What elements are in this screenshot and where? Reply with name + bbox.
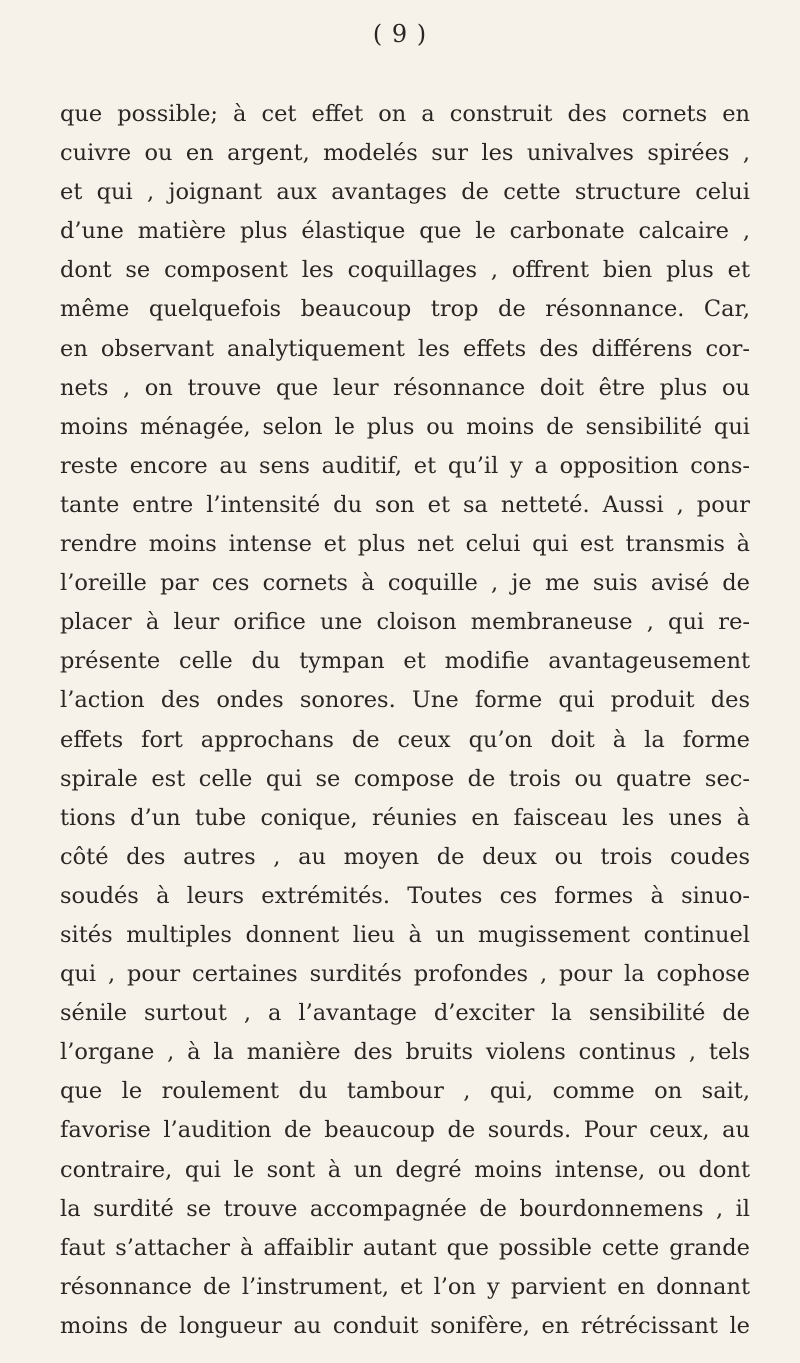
- text-line: même quelquefois beaucoup trop de résonnance. Car,: [60, 296, 750, 323]
- text-line: présente celle du tympan et modifie avantageusement: [60, 648, 750, 675]
- text-line: spirale est celle qui se compose de trois ou quatre sec-: [60, 765, 750, 792]
- text-line: effets fort approchans de ceux qu’on doit à la forme: [60, 726, 750, 753]
- text-line: rendre moins intense et plus net celui qui est transmis à: [60, 531, 750, 558]
- text-line: résonnance de l’instrument, et l’on y parvient en donnant: [60, 1273, 750, 1300]
- text-line: nets , on trouve que leur résonnance doit être plus ou: [60, 374, 750, 401]
- text-line: l’action des ondes sonores. Une forme qui produit des: [60, 687, 750, 714]
- text-line: favorise l’audition de beaucoup de sourds. Pour ceux, au: [60, 1117, 750, 1144]
- text-line: l’oreille par ces cornets à coquille , je me suis avisé de: [60, 570, 750, 597]
- text-line: dont se composent les coquillages , offrent bien plus et: [60, 257, 750, 284]
- text-line: placer à leur orifice une cloison membraneuse , qui re-: [60, 609, 750, 636]
- text-line: en observant analytiquement les effets des différens cor-: [60, 335, 750, 362]
- body-text: [60, 95, 750, 1346]
- text-line: sénile surtout , a l’avantage d’exciter la sensibilité de: [60, 1000, 750, 1027]
- text-line: l’organe , à la manière des bruits violens continus , tels: [60, 1039, 750, 1066]
- page-number: ( 9 ): [372, 20, 428, 48]
- text-line: reste encore au sens auditif, et qu’il y a opposition cons-: [60, 452, 750, 479]
- text-line: qui , pour certaines surdités profondes , pour la cophose: [60, 961, 750, 988]
- text-line: faut s’attacher à affaiblir autant que possible cette grande: [60, 1234, 750, 1261]
- text-line: tante entre l’intensité du son et sa netteté. Aussi , pour: [60, 491, 750, 518]
- text-line: tions d’un tube conique, réunies en faisceau les unes à: [60, 804, 750, 831]
- text-line: côté des autres , au moyen de deux ou trois coudes: [60, 843, 750, 870]
- text-line: que le roulement du tambour , qui, comme on sait,: [60, 1078, 750, 1105]
- text-line: d’une matière plus élastique que le carbonate calcaire ,: [60, 218, 750, 245]
- text-line: cuivre ou en argent, modelés sur les univalves spirées ,: [60, 140, 750, 167]
- text-line: et qui , joignant aux avantages de cette structure celui: [60, 179, 750, 206]
- text-line: la surdité se trouve accompagnée de bourdonnemens , il: [60, 1195, 750, 1222]
- text-line: contraire, qui le sont à un degré moins intense, ou dont: [60, 1156, 750, 1183]
- text-line: moins ménagée, selon le plus ou moins de sensibilité qui: [60, 413, 750, 440]
- text-line: moins de longueur au conduit sonifère, en rétrécissant le: [60, 1312, 750, 1339]
- text-line: soudés à leurs extrémités. Toutes ces formes à sinuo-: [60, 882, 750, 909]
- text-line: sités multiples donnent lieu à un mugissement continuel: [60, 921, 750, 948]
- text-line: que possible; à cet effet on a construit des cornets en: [60, 101, 750, 127]
